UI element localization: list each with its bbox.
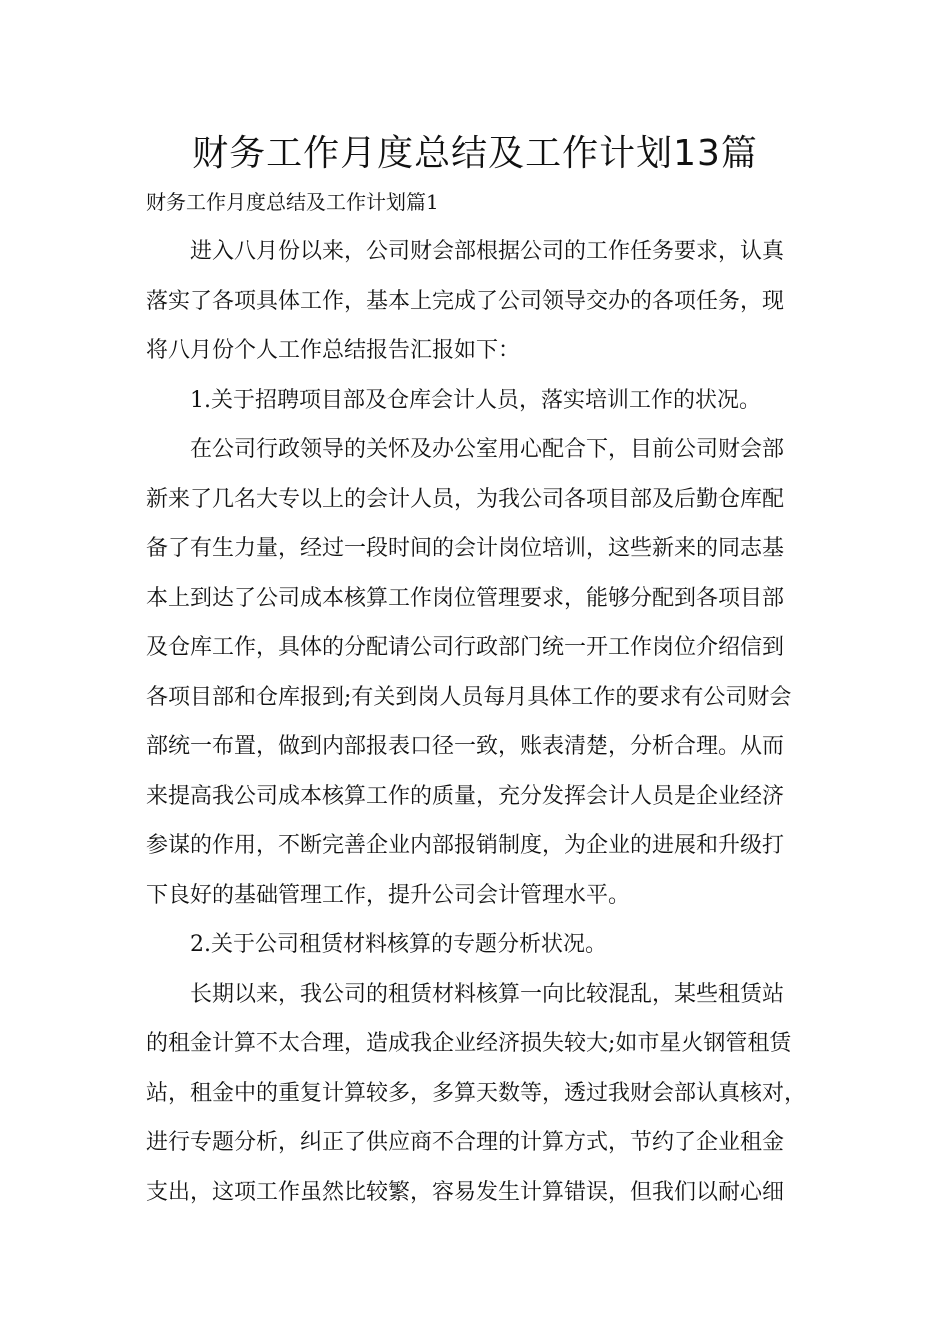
body-line: 部统一布置，做到内部报表口径一致，账表清楚，分析合理。从而 xyxy=(146,734,785,759)
document-body xyxy=(146,227,826,1217)
body-line: 下良好的基础管理工作，提升公司会计管理水平。 xyxy=(146,882,631,908)
body-line: 将八月份个人工作总结报告汇报如下： xyxy=(146,338,521,363)
body-line: 进行专题分析，纠正了供应商不合理的计算方式，节约了企业租金 xyxy=(146,1130,785,1155)
body-line: 长期以来，我公司的租赁材料核算一向比较混乱，某些租赁站 xyxy=(190,981,785,1007)
body-line: 及仓库工作，具体的分配请公司行政部门统一开工作岗位介绍信到 xyxy=(146,635,785,660)
body-line: 落实了各项具体工作，基本上完成了公司领导交办的各项任务，现 xyxy=(146,288,785,314)
body-line: 来提高我公司成本核算工作的质量，充分发挥会计人员是企业经济 xyxy=(146,783,785,809)
body-line: 支出，这项工作虽然比较繁，容易发生计算错误，但我们以耐心细 xyxy=(146,1179,785,1205)
body-line: 本上到达了公司成本核算工作岗位管理要求，能够分配到各项目部 xyxy=(146,585,785,611)
body-line: 1.关于招聘项目部及仓库会计人员，落实培训工作的状况。 xyxy=(190,387,761,413)
body-line: 各项目部和仓库报到;有关到岗人员每月具体工作的要求有公司财会 xyxy=(146,684,792,710)
body-line: 进入八月份以来，公司财会部根据公司的工作任务要求，认真 xyxy=(190,239,785,264)
body-line: 的租金计算不太合理，造成我企业经济损失较大;如市星火钢管租赁 xyxy=(146,1031,792,1056)
body-line: 备了有生力量，经过一段时间的会计岗位培训，这些新来的同志基 xyxy=(146,536,785,561)
document-subtitle: 财务工作月度总结及工作计划篇1 xyxy=(146,190,439,214)
body-line: 参谋的作用，不断完善企业内部报销制度，为企业的进展和升级打 xyxy=(146,833,785,858)
body-line: 在公司行政领导的关怀及办公室用心配合下，目前公司财会部 xyxy=(190,437,785,462)
document-title: 财务工作月度总结及工作计划13篇 xyxy=(192,133,758,174)
body-line: 2.关于公司租赁材料核算的专题分析状况。 xyxy=(190,932,607,957)
body-line: 新来了几名大专以上的会计人员，为我公司各项目部及后勤仓库配 xyxy=(146,486,785,512)
body-line: 站，租金中的重复计算较多，多算天数等，透过我财会部认真核对， xyxy=(146,1080,807,1106)
